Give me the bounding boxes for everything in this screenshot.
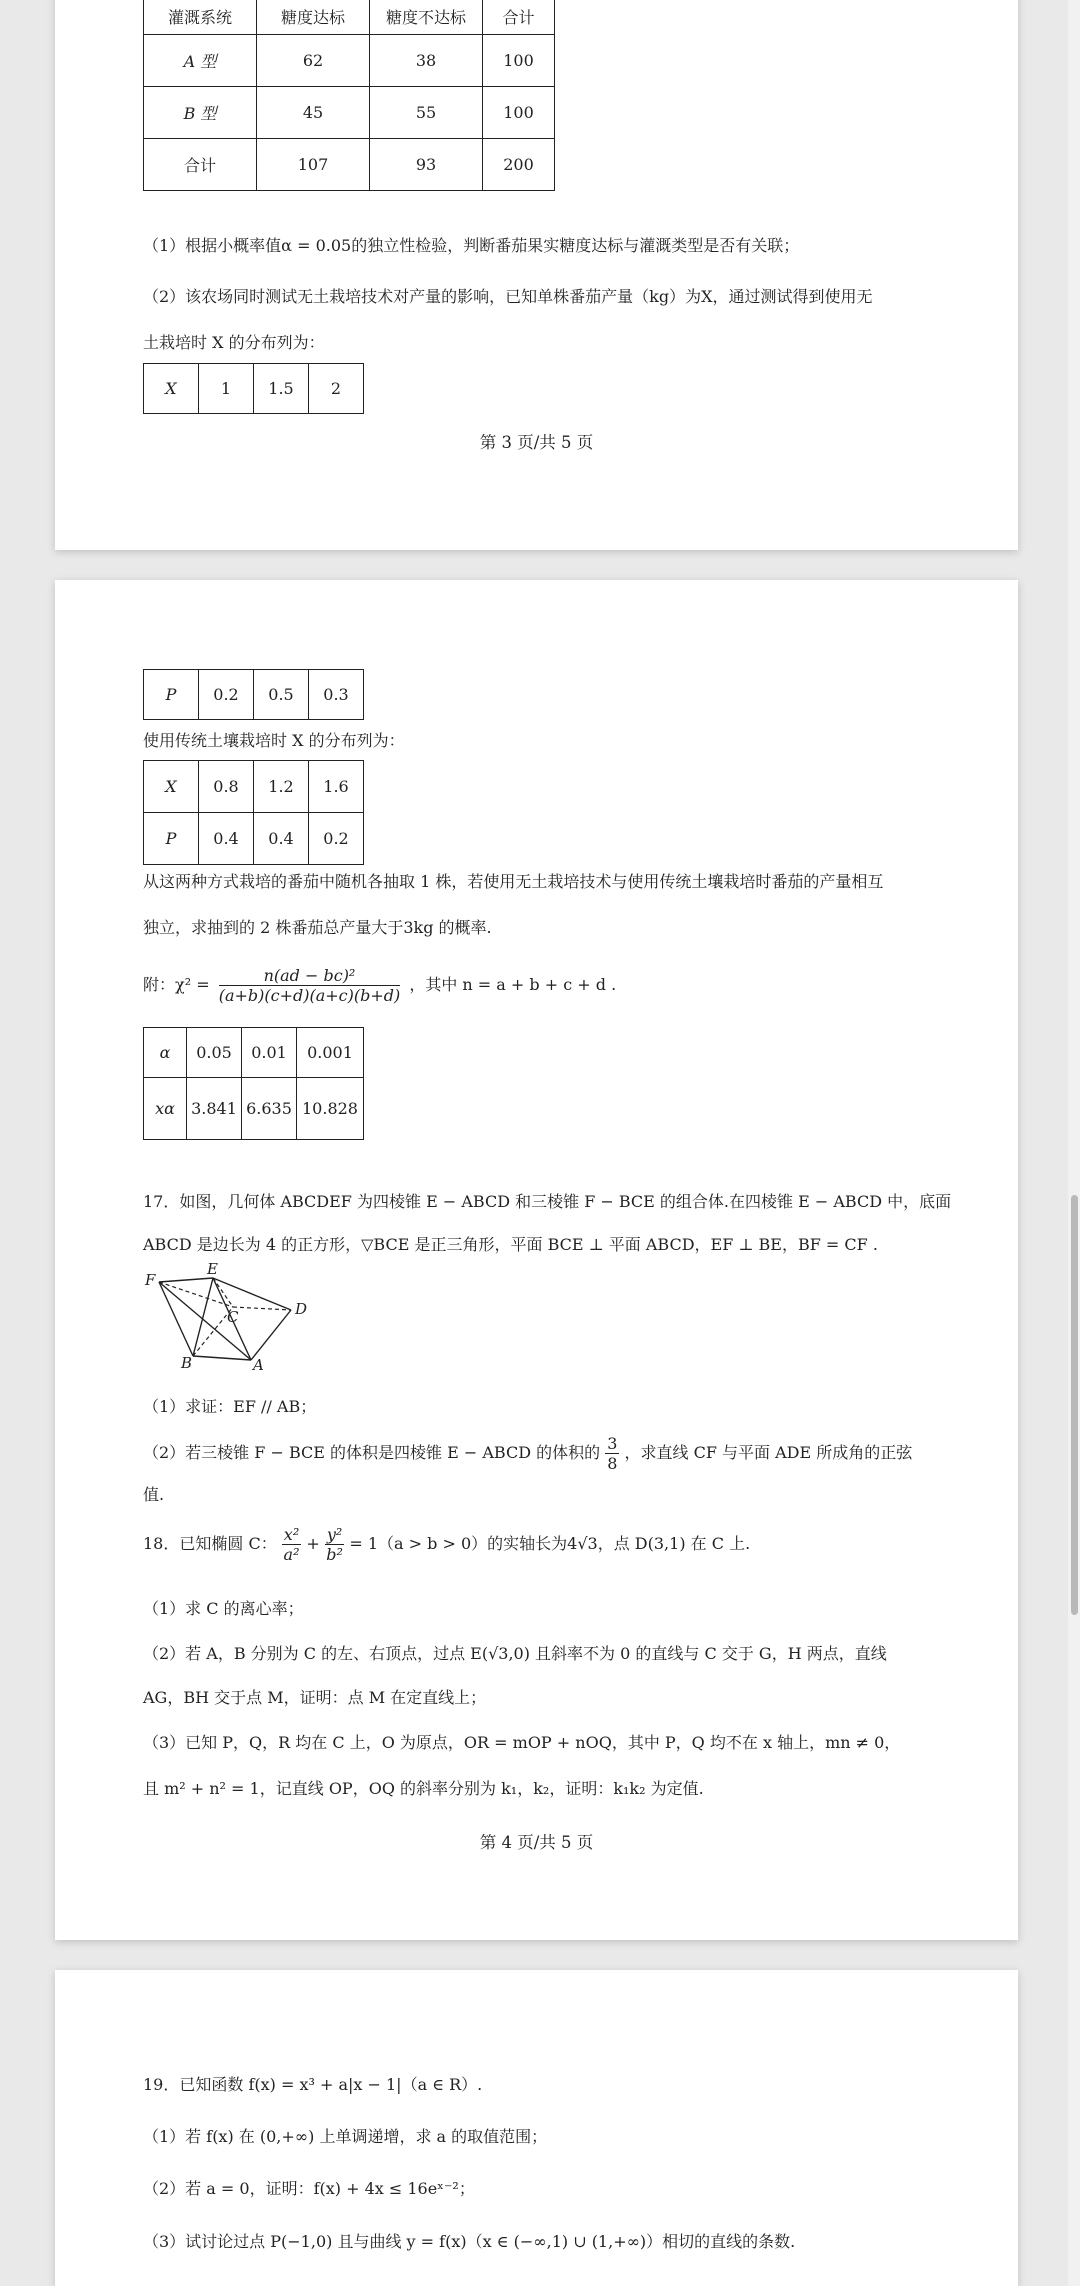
table-cell: 2 xyxy=(309,364,364,414)
document-page-3 xyxy=(55,0,1018,550)
fraction-numerator: x² xyxy=(283,1525,300,1544)
table-cell: X xyxy=(144,364,199,414)
label-c: C xyxy=(227,1308,239,1326)
table-cell: A 型 xyxy=(144,35,257,87)
edge-ba xyxy=(193,1356,251,1360)
table-cell: α xyxy=(144,1028,187,1078)
table-cell: 0.001 xyxy=(297,1028,364,1078)
question-16-part-1: （1）根据小概率值α = 0.05的独立性检验，判断番茄果实糖度达标与灌溉类型是否有关联； xyxy=(143,236,800,255)
label-a: A xyxy=(253,1356,264,1370)
table-cell: 合计 xyxy=(144,139,257,191)
question-19-intro: 19．已知函数 f(x) = x³ + a|x − 1|（a ∈ R）. xyxy=(143,2075,483,2094)
formula-prefix: 附：χ² = xyxy=(143,975,210,995)
formula-denominator: (a+b)(c+d)(a+c)(b+d) xyxy=(218,986,401,1006)
question-18-part-2-line-1: （2）若 A，B 分别为 C 的左、右顶点，过点 E(√3,0) 且斜率不为 0 的直线与 C 交于 G，H 两点，直线 xyxy=(143,1644,887,1663)
table-cell: P xyxy=(144,813,199,865)
table-cell: 6.635 xyxy=(242,1078,297,1140)
question-17-line-2: ABCD 是边长为 4 的正方形，▽BCE 是正三角形，平面 BCE ⊥ 平面 ABCD，EF ⊥ BE，BF = CF . xyxy=(143,1235,878,1254)
question-19-part-3: （3）试讨论过点 P(−1,0) 且与曲线 y = f(x)（x ∈ (−∞,1) ∪ (1,+∞)）相切的直线的条数. xyxy=(143,2232,796,2251)
table-cell: X xyxy=(144,761,199,813)
traditional-distribution-table xyxy=(143,760,364,865)
question-17-part-2 xyxy=(143,1434,912,1473)
edge-fc xyxy=(159,1282,233,1307)
question-16-part-3-line-2: 独立，求抽到的 2 株番茄总产量大于3kg 的概率. xyxy=(143,918,492,937)
fraction-denominator: a² xyxy=(283,1545,300,1565)
traditional-intro: 使用传统土壤栽培时 X 的分布列为： xyxy=(143,731,405,750)
formula-suffix: ，其中 n = a + b + c + d . xyxy=(409,975,617,995)
soilless-distribution-x-row xyxy=(143,363,364,414)
chi-square-critical-table xyxy=(143,1027,364,1140)
fraction-numerator: y² xyxy=(326,1525,343,1544)
table-cell: 38 xyxy=(370,35,483,87)
question-18-a: 18．已知椭圆 C： xyxy=(143,1534,277,1554)
formula-numerator: n(ad − bc)² xyxy=(219,966,401,986)
fraction-three-eighths xyxy=(605,1434,619,1473)
question-19-part-1: （1）若 f(x) 在 (0,+∞) 上单调递增，求 a 的取值范围； xyxy=(143,2127,548,2146)
edge-fe xyxy=(159,1278,213,1282)
question-17-part-2-c: 值. xyxy=(143,1485,165,1504)
label-f: F xyxy=(145,1271,156,1289)
table-cell: xα xyxy=(144,1078,187,1140)
label-e: E xyxy=(207,1260,218,1278)
table-cell: 100 xyxy=(483,35,555,87)
soilless-distribution-p-row xyxy=(143,669,364,720)
fraction-denominator: b² xyxy=(326,1545,343,1565)
fraction-x2-a2 xyxy=(282,1525,301,1564)
question-16-part-3-line-1: 从这两种方式栽培的番茄中随机各抽取 1 株，若使用无土栽培技术与使用传统土壤栽培时番茄的产量相互 xyxy=(143,872,884,891)
fraction-denominator: 8 xyxy=(607,1454,618,1474)
question-17-part-2-a: （2）若三棱锥 F − BCE 的体积是四棱锥 E − ABCD 的体积的 xyxy=(143,1443,601,1463)
page-number: 第 3 页/共 5 页 xyxy=(479,433,594,452)
document-page-5 xyxy=(55,1970,1018,2286)
table-header: 糖度不达标 xyxy=(370,0,483,35)
table-cell: 0.01 xyxy=(242,1028,297,1078)
table-cell: 62 xyxy=(257,35,370,87)
question-18-part-3-line-2: 且 m² + n² = 1，记直线 OP，OQ 的斜率分别为 k₁，k₂，证明：k₁k₂ 为定值. xyxy=(143,1779,704,1798)
question-18-b: = 1（a > b > 0）的实轴长为4√3，点 D(3,1) 在 C 上. xyxy=(349,1534,751,1554)
irrigation-table xyxy=(143,0,555,191)
plus-sign: + xyxy=(306,1534,320,1554)
table-cell: 10.828 xyxy=(297,1078,364,1140)
table-cell: 0.8 xyxy=(199,761,254,813)
table-cell: 0.2 xyxy=(309,813,364,865)
table-cell: B 型 xyxy=(144,87,257,139)
question-18-part-1: （1）求 C 的离心率； xyxy=(143,1599,304,1618)
chi-square-formula xyxy=(219,966,401,1005)
table-cell: 0.05 xyxy=(187,1028,242,1078)
fraction-y2-b2 xyxy=(325,1525,344,1564)
table-header: 糖度达标 xyxy=(257,0,370,35)
question-17-line-1: 17．如图，几何体 ABCDEF 为四棱锥 E − ABCD 和三棱锥 F − BCE 的组合体.在四棱锥 E − ABCD 中，底面 xyxy=(143,1192,952,1211)
table-header: 合计 xyxy=(483,0,555,35)
edge-ed xyxy=(213,1278,291,1310)
edge-ad xyxy=(251,1310,291,1360)
edge-fb xyxy=(159,1282,193,1356)
geometry-figure xyxy=(143,1260,343,1370)
fraction-numerator: 3 xyxy=(607,1434,618,1453)
table-cell: 45 xyxy=(257,87,370,139)
question-18-intro xyxy=(143,1525,750,1564)
table-cell: 1.2 xyxy=(254,761,309,813)
table-cell: 93 xyxy=(370,139,483,191)
label-d: D xyxy=(295,1300,308,1318)
table-cell: 100 xyxy=(483,87,555,139)
scroll-track[interactable] xyxy=(1068,0,1080,2286)
table-cell: 0.4 xyxy=(199,813,254,865)
question-16-part-2-line-1: （2）该农场同时测试无土栽培技术对产量的影响，已知单株番茄产量（kg）为X，通过测试得到使用无 xyxy=(143,287,873,306)
table-cell: 1.5 xyxy=(254,364,309,414)
question-17-part-2-b: ，求直线 CF 与平面 ADE 所成角的正弦 xyxy=(624,1443,913,1463)
table-cell: 1 xyxy=(199,364,254,414)
edge-cd xyxy=(233,1307,291,1310)
question-18-part-2-line-2: AG，BH 交于点 M，证明：点 M 在定直线上； xyxy=(143,1688,487,1707)
question-16-part-2-line-2: 土栽培时 X 的分布列为： xyxy=(143,333,325,352)
table-cell: 0.5 xyxy=(254,670,309,720)
table-cell: 0.4 xyxy=(254,813,309,865)
table-cell: 200 xyxy=(483,139,555,191)
table-cell: 3.841 xyxy=(187,1078,242,1140)
table-header: 灌溉系统 xyxy=(144,0,257,35)
document-page-4 xyxy=(55,580,1018,1940)
table-cell: 1.6 xyxy=(309,761,364,813)
formula-line xyxy=(143,966,616,1005)
question-19-part-2: （2）若 a = 0，证明：f(x) + 4x ≤ 16eˣ⁻²； xyxy=(143,2179,475,2198)
table-cell: 0.2 xyxy=(199,670,254,720)
table-cell: P xyxy=(144,670,199,720)
question-17-part-1: （1）求证：EF // AB； xyxy=(143,1397,317,1416)
table-cell: 55 xyxy=(370,87,483,139)
page-number: 第 4 页/共 5 页 xyxy=(479,1833,594,1852)
scrollbar-thumb[interactable] xyxy=(1071,1195,1078,1615)
table-cell: 0.3 xyxy=(309,670,364,720)
table-cell: 107 xyxy=(257,139,370,191)
question-18-part-3-line-1: （3）已知 P，Q，R 均在 C 上，O 为原点，OR = mOP + nOQ，其中 P，Q 均不在 x 轴上，mn ≠ 0， xyxy=(143,1733,901,1752)
label-b: B xyxy=(181,1354,193,1370)
